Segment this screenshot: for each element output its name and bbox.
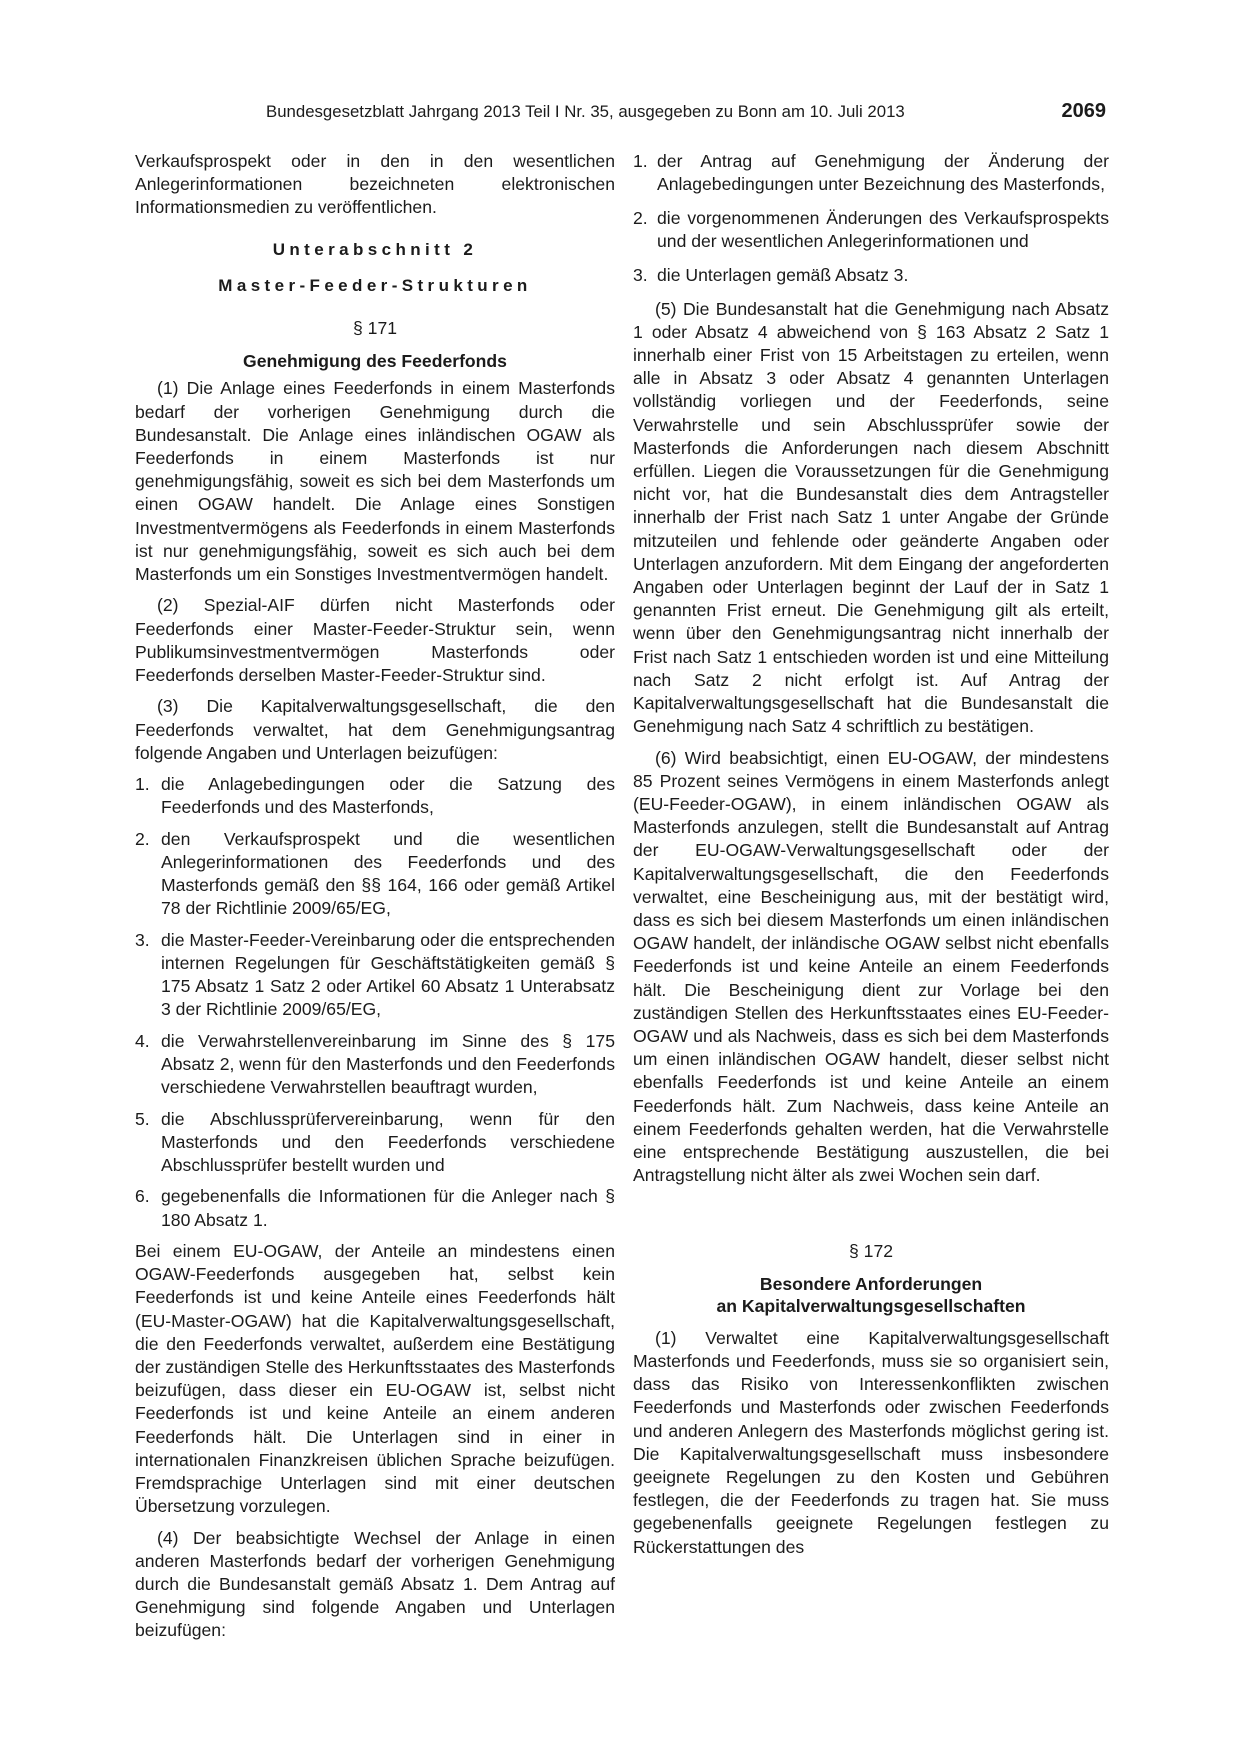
list-item-number: 2.	[633, 207, 648, 228]
list-item-text: die Master-Feeder-Vereinbarung oder die entsprechenden internen Regelungen für Geschäftstätigkeiten gemäß § 175 Absatz 1 Satz 2 oder Artikel 60 Absatz 1 Unterabsatz 3 der Richtlinie 2009/65/EG,	[161, 929, 615, 1020]
list-item	[135, 828, 615, 921]
subsection-title: Master-Feeder-Strukturen	[218, 275, 532, 295]
list-item-number: 2.	[135, 828, 150, 849]
list-item	[633, 150, 1109, 196]
list-item	[135, 1185, 615, 1231]
list-item-text: die Unterlagen gemäß Absatz 3.	[657, 264, 909, 285]
paragraph-171-4: (4) Der beabsichtigte Wechsel der Anlage in einen anderen Masterfonds bedarf der vorherigen Genehmigung durch die Bundesanstalt gemäß Absatz 1. Dem Antrag auf Genehmigung sind folgende Angaben und Unterlagen beizufügen:	[135, 1527, 615, 1641]
list-item-number: 3.	[135, 929, 150, 950]
paragraph-171-2: (2) Spezial-AIF dürfen nicht Masterfonds oder Feederfonds einer Master-Feeder-Struktur sein, wenn Publikumsinvestmentvermögen Masterfonds oder Feederfonds derselben Master-Feeder-Struktur sind.	[135, 595, 615, 686]
list-item-text: der Antrag auf Genehmigung der Änderung der Anlagebedingungen unter Bezeichnung des Masterfonds,	[657, 151, 1109, 195]
subsection-label: Unterabschnitt 2	[272, 239, 478, 259]
list-item	[135, 1030, 615, 1100]
running-title: Bundesgesetzblatt Jahrgang 2013 Teil I Nr. 35, ausgegeben zu Bonn am 10. Juli 2013	[266, 102, 905, 121]
section-title-171: Genehmigung des Feederfonds	[243, 351, 507, 372]
paragraph-172-1: (1) Verwaltet eine Kapitalverwaltungsgesellschaft Masterfonds und Feederfonds, muss sie so organisiert sein, dass das Risiko von Interessenkonflikten zwischen Feederfonds und Masterfonds oder zwischen Feederfonds und anderen Anlegern des Masterfonds möglichst gering ist. Die Kapitalverwaltungsgesellschaft muss insbesondere geeignete Regelungen zu den Kosten und Gebühren festlegen, die der Feederfonds zu tragen hat. Sie muss gegebenenfalls geeignete Regelungen festlegen zu Rückerstattungen des	[633, 1327, 1109, 1557]
list-item-number: 6.	[135, 1186, 150, 1207]
list-item	[633, 207, 1109, 253]
list-item	[633, 264, 1109, 287]
section-title-172-line2: an Kapitalverwaltungsgesellschaften	[716, 1295, 1026, 1316]
page-number: 2069	[1061, 100, 1106, 122]
continuation-text: Verkaufsprospekt oder in den in den wesentlichen Anlegerinformationen bezeichneten elektronischen Informationsmedien zu veröffentlichen.	[135, 151, 615, 218]
page-header	[0, 100, 1241, 124]
list-171-3	[135, 773, 615, 1232]
list-item	[135, 929, 615, 1022]
section-spacer	[633, 1196, 1109, 1226]
list-item-number: 3.	[633, 264, 648, 285]
list-item-text: die Anlagebedingungen oder die Satzung des Feederfonds und des Masterfonds,	[161, 774, 615, 818]
list-item	[135, 773, 615, 819]
list-item	[135, 1108, 615, 1178]
paragraph-171-3: (3) Die Kapitalverwaltungsgesellschaft, die den Feederfonds verwaltet, hat dem Genehmigungsantrag folgende Angaben und Unterlagen beizufügen:	[135, 696, 615, 763]
list-item-text: die vorgenommenen Änderungen des Verkaufsprospekts und der wesentlichen Anlegerinformationen und	[657, 207, 1109, 252]
list-item-text: die Abschlussprüfervereinbarung, wenn für den Masterfonds und den Feederfonds verschiedene Abschlussprüfer bestellt wurden und	[161, 1108, 615, 1176]
paragraph-171-5: (5) Die Bundesanstalt hat die Genehmigung nach Absatz 1 oder Absatz 4 abweichend von § 163 Absatz 2 Satz 1 innerhalb einer Frist von 15 Arbeitstagen zu erteilen, wenn alle in Absatz 3 oder Absatz 4 genannten Unterlagen vollständig vorliegen und der Feederfonds, seine Verwahrstelle und sein Abschlussprüfer sowie der Masterfonds die Anforderungen nach diesem Abschnitt erfüllen. Liegen die Voraussetzungen für die Genehmigung nicht vor, hat die Bundesanstalt dies dem Antragsteller innerhalb der Frist nach Satz 1 unter Angabe der Gründe mitzuteilen und fehlende oder geänderte Angaben oder Unterlagen anzufordern. Mit dem Eingang der angeforderten Angaben oder Unterlagen beginnt der Lauf der in Satz 1 genannten Frist erneut. Die Genehmigung gilt als erteilt, wenn über den Genehmigungsantrag nicht innerhalb der Frist nach Satz 1 entschieden worden ist und eine Mitteilung nach Satz 2 nicht erfolgt ist. Auf Antrag der Kapitalverwaltungsgesellschaft hat die Bundesanstalt die Genehmigung nach Satz 4 schriftlich zu bestätigen.	[633, 298, 1109, 737]
section-number-172: § 172	[848, 1240, 894, 1261]
section-number-171: § 171	[352, 318, 398, 339]
list-item-text: den Verkaufsprospekt und die wesentlichen Anlegerinformationen des Feederfonds und des Masterfonds gemäß den §§ 164, 166 oder gemäß Artikel 78 der Richtlinie 2009/65/EG,	[161, 828, 615, 919]
section-title-172	[633, 1273, 1109, 1317]
right-column	[633, 150, 1109, 1567]
list-item-text: die Verwahrstellenvereinbarung im Sinne des § 175 Absatz 2, wenn für den Masterfonds und den Feederfonds verschiedene Verwahrstellen beauftragt wurden,	[161, 1030, 615, 1098]
list-item-text: gegebenenfalls die Informationen für die Anleger nach § 180 Absatz 1.	[161, 1186, 615, 1230]
list-171-4	[633, 150, 1109, 287]
list-item-number: 5.	[135, 1108, 150, 1129]
paragraph-171-3-continued: Bei einem EU-OGAW, der Anteile an mindestens einen OGAW-Feederfonds ausgegeben hat, selbst kein Feederfonds ist und keine Anteile eines Feederfonds hält (EU-Master-OGAW) hat die Kapitalverwaltungsgesellschaft, die den Feederfonds verwaltet, außerdem eine Bestätigung der zuständigen Stelle des Herkunftsstaates des Masterfonds beizufügen, dass dieser ein EU-OGAW ist, selbst nicht Feederfonds ist und keine Anteile an einem anderen Feederfonds hält. Die Unterlagen sind in einer in internationalen Finanzkreisen üblichen Sprache beizufügen. Fremdsprachige Unterlagen sind mit einer deutschen Übersetzung vorzulegen.	[135, 1241, 615, 1517]
list-item-number: 4.	[135, 1030, 150, 1051]
list-item-number: 1.	[135, 774, 150, 795]
list-item-number: 1.	[633, 151, 648, 171]
left-column	[135, 150, 615, 1651]
section-title-172-line1: Besondere Anforderungen	[759, 1273, 983, 1294]
paragraph-171-1: (1) Die Anlage eines Feederfonds in einem Masterfonds bedarf der vorherigen Genehmigung durch die Bundesanstalt. Die Anlage eines inländischen OGAW als Feederfonds in einem Masterfonds ist nur genehmigungsfähig, soweit es sich bei dem Masterfonds um einen OGAW handelt. Die Anlage eines Sonstigen Investmentvermögens als Feederfonds in einem Masterfonds ist nur genehmigungsfähig, soweit es sich auch bei dem Masterfonds um ein Sonstiges Investmentvermögen handelt.	[135, 378, 615, 585]
paragraph-171-6: (6) Wird beabsichtigt, einen EU-OGAW, der mindestens 85 Prozent seines Vermögens in einem Masterfonds anlegt (EU-Feeder-OGAW), in einem inländischen OGAW als Masterfonds anzulegen, stellt die Bundesanstalt auf Antrag der EU-OGAW-Verwaltungsgesellschaft oder der Kapitalverwaltungsgesellschaft, die den Feederfonds verwaltet, eine Bescheinigung aus, mit der bestätigt wird, dass es sich bei diesem Masterfonds um einen inländischen OGAW handelt, der inländische OGAW selbst nicht ebenfalls Feederfonds ist und keine Anteile an einem Feederfonds hält. Die Bescheinigung dient zur Vorlage bei den zuständigen Stellen des Herkunftsstaates eines EU-Feeder-OGAW und als Nachweis, dass es sich bei dem Masterfonds um einen inländischen OGAW handelt, dieser selbst nicht ebenfalls Feederfonds ist und keine Anteile an einem Feederfonds hält. Zum Nachweis, dass keine Anteile an einem Feederfonds gehalten werden, hat die Verwahrstelle eine entsprechende Bestätigung auszustellen, die bei Antragstellung nicht älter als zwei Wochen sein darf.	[633, 747, 1109, 1186]
